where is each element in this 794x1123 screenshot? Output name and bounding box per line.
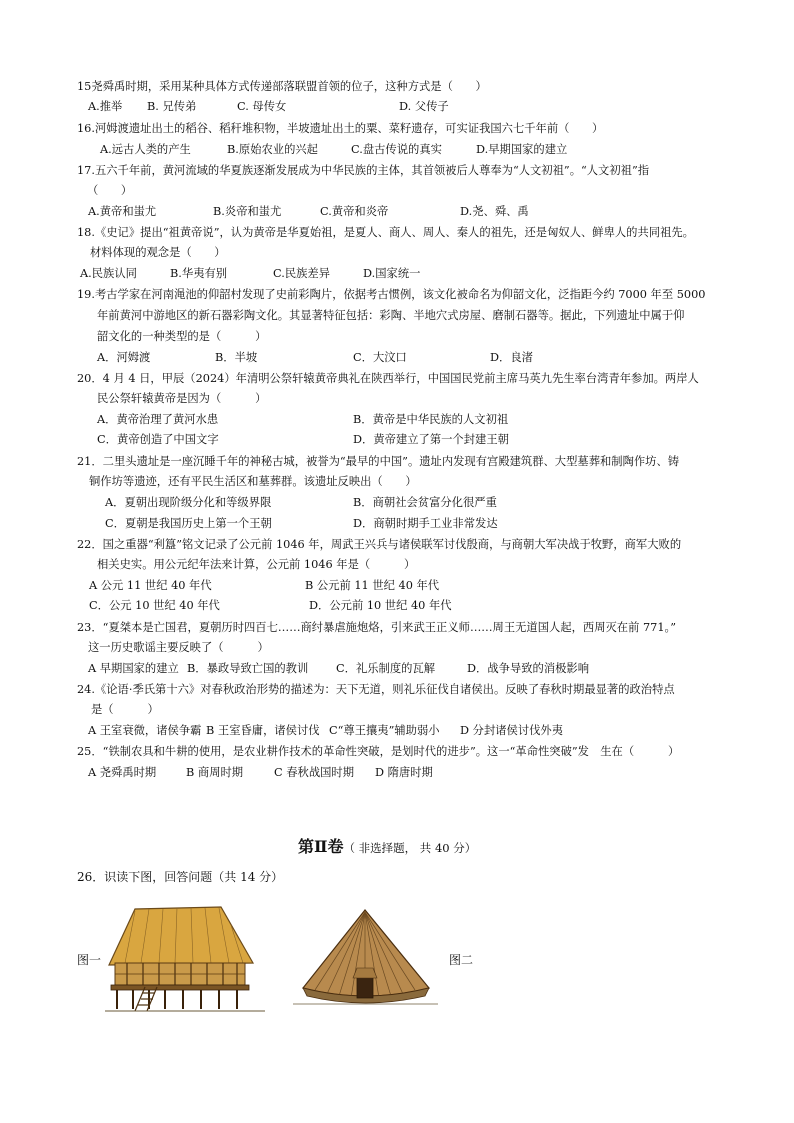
q15-option-d[interactable]: D. 父传子 — [399, 100, 449, 113]
q23-option-a[interactable]: A 早期国家的建立 — [88, 662, 179, 675]
q21-stem-1: 21．二里头遗址是一座沉睡千年的神秘古城，被誉为“最早的中国”。遗址内发现有宫殿建筑群、大型墓葬和制陶作坊、铸 — [77, 455, 680, 468]
q24-option-b[interactable]: B 王室昏庸，诸侯讨伐 — [206, 724, 320, 737]
q22-option-c[interactable]: C．公元 10 世纪 40 年代 — [89, 599, 220, 612]
q23-option-d[interactable]: D．战争导致的消极影响 — [467, 662, 590, 675]
q24-stem-1: 24.《论语·季氏第十六》对春秋政治形势的描述为：天下无道，则礼乐征伐自诸侯出。反映了春秋时期最显著的政治特点 — [77, 683, 675, 696]
q17-stem-1: 17.五六千年前，黄河流域的华夏族逐渐发展成为中华民族的主体，其首领被后人尊奉为“人文初祖”。“人文初祖”指 — [77, 164, 650, 177]
q18-stem-2: 材料体现的观念是（ ） — [90, 246, 226, 259]
q21-option-c[interactable]: C．夏朝是我国历史上第一个王朝 — [105, 517, 272, 530]
q22-option-b[interactable]: B 公元前 11 世纪 40 年代 — [305, 579, 440, 592]
q17-stem-2: （ ） — [87, 184, 133, 197]
q15-option-b[interactable]: B. 兄传弟 — [147, 100, 197, 113]
q17-option-d[interactable]: D.尧、舜、禹 — [460, 205, 529, 218]
q24-stem-2: 是（ ） — [91, 703, 159, 716]
q15-stem: 15尧舜禹时期，采用某种具体方式传递部落联盟首领的位子，这种方式是（ ） — [77, 80, 487, 93]
section-2-subtitle: （ 非选择题， 共 40 分） — [343, 841, 477, 855]
q17-option-b[interactable]: B.炎帝和蚩尤 — [213, 205, 282, 218]
q22-option-d[interactable]: D．公元前 10 世纪 40 年代 — [309, 599, 452, 612]
q23-stem-1: 23．“夏桀本是亡国君，夏朝历时四百七……商纣暴虐施炮烙，引来武王正义师……周王无道国人起，西周灭在前 771。” — [77, 621, 676, 634]
q18-option-c[interactable]: C.民族差异 — [273, 267, 331, 280]
q21-option-a[interactable]: A．夏朝出现阶级分化和等级界限 — [105, 496, 272, 509]
q18-option-b[interactable]: B.华夷有别 — [170, 267, 228, 280]
q17-option-a[interactable]: A.黄帝和蚩尤 — [88, 205, 157, 218]
q21-stem-2: 铜作坊等遗迹，还有平民生活区和墓葬群。该遗址反映出（ ） — [89, 475, 417, 488]
q15-option-a[interactable]: A.推举 — [88, 100, 123, 113]
q25-stem: 25．“铁制农具和牛耕的使用，是农业耕作技术的革命性突破，是划时代的进步”。这一“革命性突破”发 生在（ ） — [77, 745, 680, 758]
q22-stem-1: 22．国之重器“利簋”铭文记录了公元前 1046 年，周武王兴兵与诸侯联军讨伐殷商，与商朝大军决战于牧野，商军大败的 — [77, 538, 682, 551]
q25-option-c[interactable]: C 春秋战国时期 — [274, 766, 355, 779]
q16-option-b[interactable]: B.原始农业的兴起 — [227, 143, 318, 156]
figure-2-thatched-hut-image — [293, 908, 438, 1010]
q16-option-a[interactable]: A.远古人类的产生 — [100, 143, 191, 156]
q19-option-a[interactable]: A．河姆渡 — [97, 351, 151, 364]
q20-option-d[interactable]: D．黄帝建立了第一个封建王朝 — [353, 433, 509, 446]
figure-1-label: 图一 — [77, 953, 102, 967]
q20-option-b[interactable]: B．黄帝是中华民族的人文初祖 — [353, 413, 509, 426]
q24-option-c[interactable]: C“尊王攘夷”辅助弱小 — [329, 724, 440, 737]
q20-stem-2: 民公祭轩辕黄帝是因为（ ） — [97, 392, 267, 405]
q23-option-c[interactable]: C．礼乐制度的瓦解 — [336, 662, 436, 675]
q19-stem-1: 19.考古学家在河南渑池的仰韶村发现了史前彩陶片，依据考古惯例，该文化被命名为仰韶文化，泛指距今约 7000 年至 5000 — [77, 288, 706, 301]
section-2-title: 第Ⅱ卷 — [298, 837, 344, 856]
q16-stem: 16.河姆渡遗址出土的稻谷、稻秆堆积物，半坡遗址出土的粟、菜籽遗存，可实证我国六七千年前（ ） — [77, 122, 604, 135]
q25-option-a[interactable]: A 尧舜禹时期 — [88, 766, 157, 779]
q15-option-c[interactable]: C. 母传女 — [237, 100, 287, 113]
q20-stem-1: 20．4 月 4 日，甲辰（2024）年清明公祭轩辕黄帝典礼在陕西举行，中国国民党前主席马英九先生率台湾青年参加。两岸人 — [77, 372, 699, 385]
q19-stem-3: 韶文化的一种类型的是（ ） — [97, 330, 267, 343]
q20-option-a[interactable]: A．黄帝治理了黄河水患 — [97, 413, 219, 426]
section-2-heading — [298, 839, 476, 855]
q17-option-c[interactable]: C.黄帝和炎帝 — [320, 205, 389, 218]
q23-stem-2: 这一历史歌谣主要反映了（ ） — [88, 641, 269, 654]
q24-option-d[interactable]: D 分封诸侯讨伐外夷 — [460, 724, 564, 737]
q18-stem-1: 18.《史记》提出“祖黄帝说”，认为黄帝是华夏始祖，是夏人、商人、周人、秦人的祖先，还是匈奴人、鲜卑人的共同祖先。 — [77, 226, 694, 239]
q18-option-d[interactable]: D.国家统一 — [363, 267, 421, 280]
q19-option-c[interactable]: C．大汶口 — [353, 351, 407, 364]
q16-option-c[interactable]: C.盘古传说的真实 — [351, 143, 442, 156]
q26-stem: 26．识读下图，回答问题（共 14 分） — [77, 870, 284, 884]
q21-option-b[interactable]: B．商朝社会贫富分化很严重 — [353, 496, 497, 509]
q23-option-b[interactable]: B．暴政导致亡国的教训 — [187, 662, 309, 675]
q24-option-a[interactable]: A 王室衰微，诸侯争霸 — [88, 724, 202, 737]
q19-option-d[interactable]: D．良渚 — [490, 351, 533, 364]
q22-option-a[interactable]: A 公元 11 世纪 40 年代 — [89, 579, 212, 592]
q25-option-b[interactable]: B 商周时期 — [186, 766, 244, 779]
q22-stem-2: 相关史实。用公元纪年法来计算，公元前 1046 年是（ ） — [97, 558, 416, 571]
q19-option-b[interactable]: B．半坡 — [215, 351, 258, 364]
q18-option-a[interactable]: A.民族认同 — [80, 267, 137, 280]
q19-stem-2: 年前黄河中游地区的新石器彩陶文化。其显著特征包括：彩陶、半地穴式房屋、磨制石器等。据此，下列遗址中属于仰 — [97, 309, 685, 322]
q25-option-d[interactable]: D 隋唐时期 — [375, 766, 433, 779]
q16-option-d[interactable]: D.早期国家的建立 — [476, 143, 568, 156]
figure-1-stilt-house-image — [105, 905, 265, 1015]
q20-option-c[interactable]: C．黄帝创造了中国文字 — [97, 433, 219, 446]
q21-option-d[interactable]: D．商朝时期手工业非常发达 — [353, 517, 498, 530]
figure-2-label: 图二 — [449, 953, 474, 967]
